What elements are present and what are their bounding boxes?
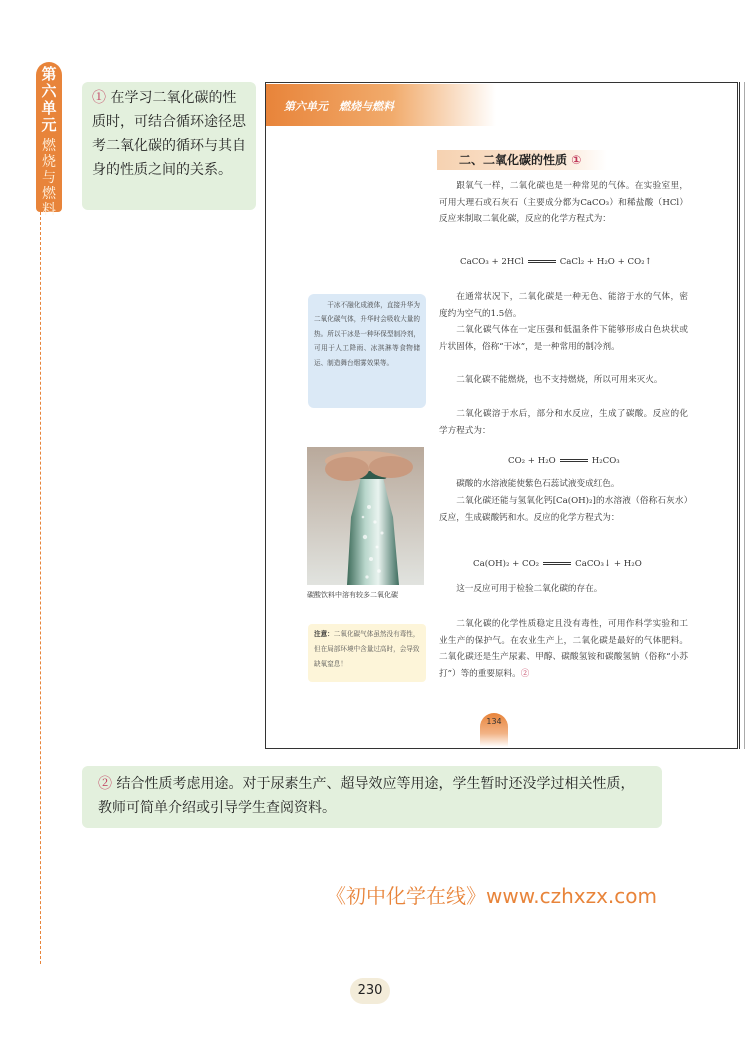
para-9-text: 二氧化碳的化学性质稳定且没有毒性，可用作科学实验和工业生产的保护气。在农业生产上，二氧化碳是最好的气体肥料。二氧化碳还是生产尿素、甲醇、碳酸氢铵和碳酸氢钠（俗称“小苏打”）等的重要原料。 xyxy=(439,619,688,679)
watermark: 《初中化学在线》www.czhxzx.com xyxy=(326,884,658,908)
para-6: 碳酸的水溶液能使紫色石蕊试液变成红色。 xyxy=(456,479,620,489)
eq1-arrow xyxy=(528,260,556,263)
para-3: 二氧化碳气体在一定压强和低温条件下能够形成白色块状或片状固体，俗称“干冰”，是一种常用的制冷剂。 xyxy=(439,325,688,352)
warning-text: 二氧化碳气体虽然没有毒性，但在局部环境中含量过高时，会导致缺氧窒息！ xyxy=(314,630,420,668)
unit-subtitle: 燃烧与燃料 xyxy=(42,138,56,218)
eq2-right: H₂CO₃ xyxy=(591,456,620,466)
teacher-note-1 xyxy=(82,82,256,210)
soda-bottle-photo xyxy=(307,447,424,585)
note2-marker: ② xyxy=(98,776,112,792)
teacher-note-2 xyxy=(82,766,662,828)
section-title xyxy=(437,150,607,170)
eq2-arrow xyxy=(560,459,588,462)
section-marker: ① xyxy=(571,153,582,167)
page-edge xyxy=(739,82,740,749)
note2-text: 结合性质考虑用途。对于尿素生产、超导效应等用途，学生暂时还没学过相关性质，教师可简单介绍或引导学生查阅资料。 xyxy=(98,776,635,816)
para-1: 跟氧气一样，二氧化碳也是一种常见的气体。在实验室里，可用大理石或石灰石（主要成分都为CaCO₃）和稀盐酸（HCl）反应来制取二氧化碳，反应的化学方程式为： xyxy=(439,181,688,225)
eq3-arrow xyxy=(543,562,571,565)
sidebox-text: 干冰不融化成液体，直接升华为二氧化碳气体，升华时会吸收大量的热。所以干冰是一种环保型制冷剂，可用于人工降雨、冰淇淋等食物储运、制造舞台烟雾效果等。 xyxy=(314,301,420,367)
unit-tab xyxy=(36,62,62,218)
eq3-left: Ca(OH)₂ + CO₂ xyxy=(473,559,540,569)
eq2-left: CO₂ + H₂O xyxy=(508,456,556,466)
equation-2 xyxy=(508,456,620,466)
eq3-right: CaCO₃↓ + H₂O xyxy=(575,559,642,569)
note1-text: 在学习二氧化碳的性质时，可结合循环途径思考二氧化碳的循环与其自身的性质之间的关系。 xyxy=(92,90,246,178)
para-9 xyxy=(439,616,688,682)
equation-3 xyxy=(473,559,642,569)
textbook-header xyxy=(266,84,496,126)
para-2: 在通常状况下，二氧化碳是一种无色、能溶于水的气体，密度约为空气的1.5倍。 xyxy=(439,292,688,319)
page-edge-inner xyxy=(744,82,745,749)
section-title-text: 二、二氧化碳的性质 xyxy=(459,153,568,167)
page-number: 230 xyxy=(350,978,390,1004)
eq1-right: CaCl₂ + H₂O + CO₂↑ xyxy=(559,257,652,267)
textbook-page-number xyxy=(480,713,508,747)
textbook-page-number-text: 134 xyxy=(486,717,502,726)
note1-marker: ① xyxy=(92,90,106,106)
equation-1 xyxy=(460,257,652,267)
warning-box xyxy=(308,624,426,682)
dry-ice-sidebox xyxy=(308,294,426,408)
para-8: 这一反应可用于检验二氧化碳的存在。 xyxy=(456,584,603,594)
unit-title: 第六单元 xyxy=(41,65,57,134)
warning-label: 注意： xyxy=(314,630,334,638)
para-5: 二氧化碳溶于水后，部分和水反应，生成了碳酸。反应的化学方程式为： xyxy=(439,409,688,436)
soda-bottle-illustration xyxy=(307,447,424,585)
margin-dashed-line xyxy=(40,212,41,964)
textbook-header-text: 第六单元 燃烧与燃料 xyxy=(284,100,394,113)
photo-caption: 碳酸饮料中溶有较多二氧化碳 xyxy=(307,591,398,599)
eq1-left: CaCO₃ + 2HCl xyxy=(460,257,524,267)
para-9-marker: ② xyxy=(520,668,530,679)
para-7: 二氧化碳还能与氢氧化钙[Ca(OH)₂]的水溶液（俗称石灰水）反应，生成碳酸钙和水。反应的化学方程式为： xyxy=(439,496,688,523)
para-4: 二氧化碳不能燃烧，也不支持燃烧，所以可用来灭火。 xyxy=(456,375,663,385)
